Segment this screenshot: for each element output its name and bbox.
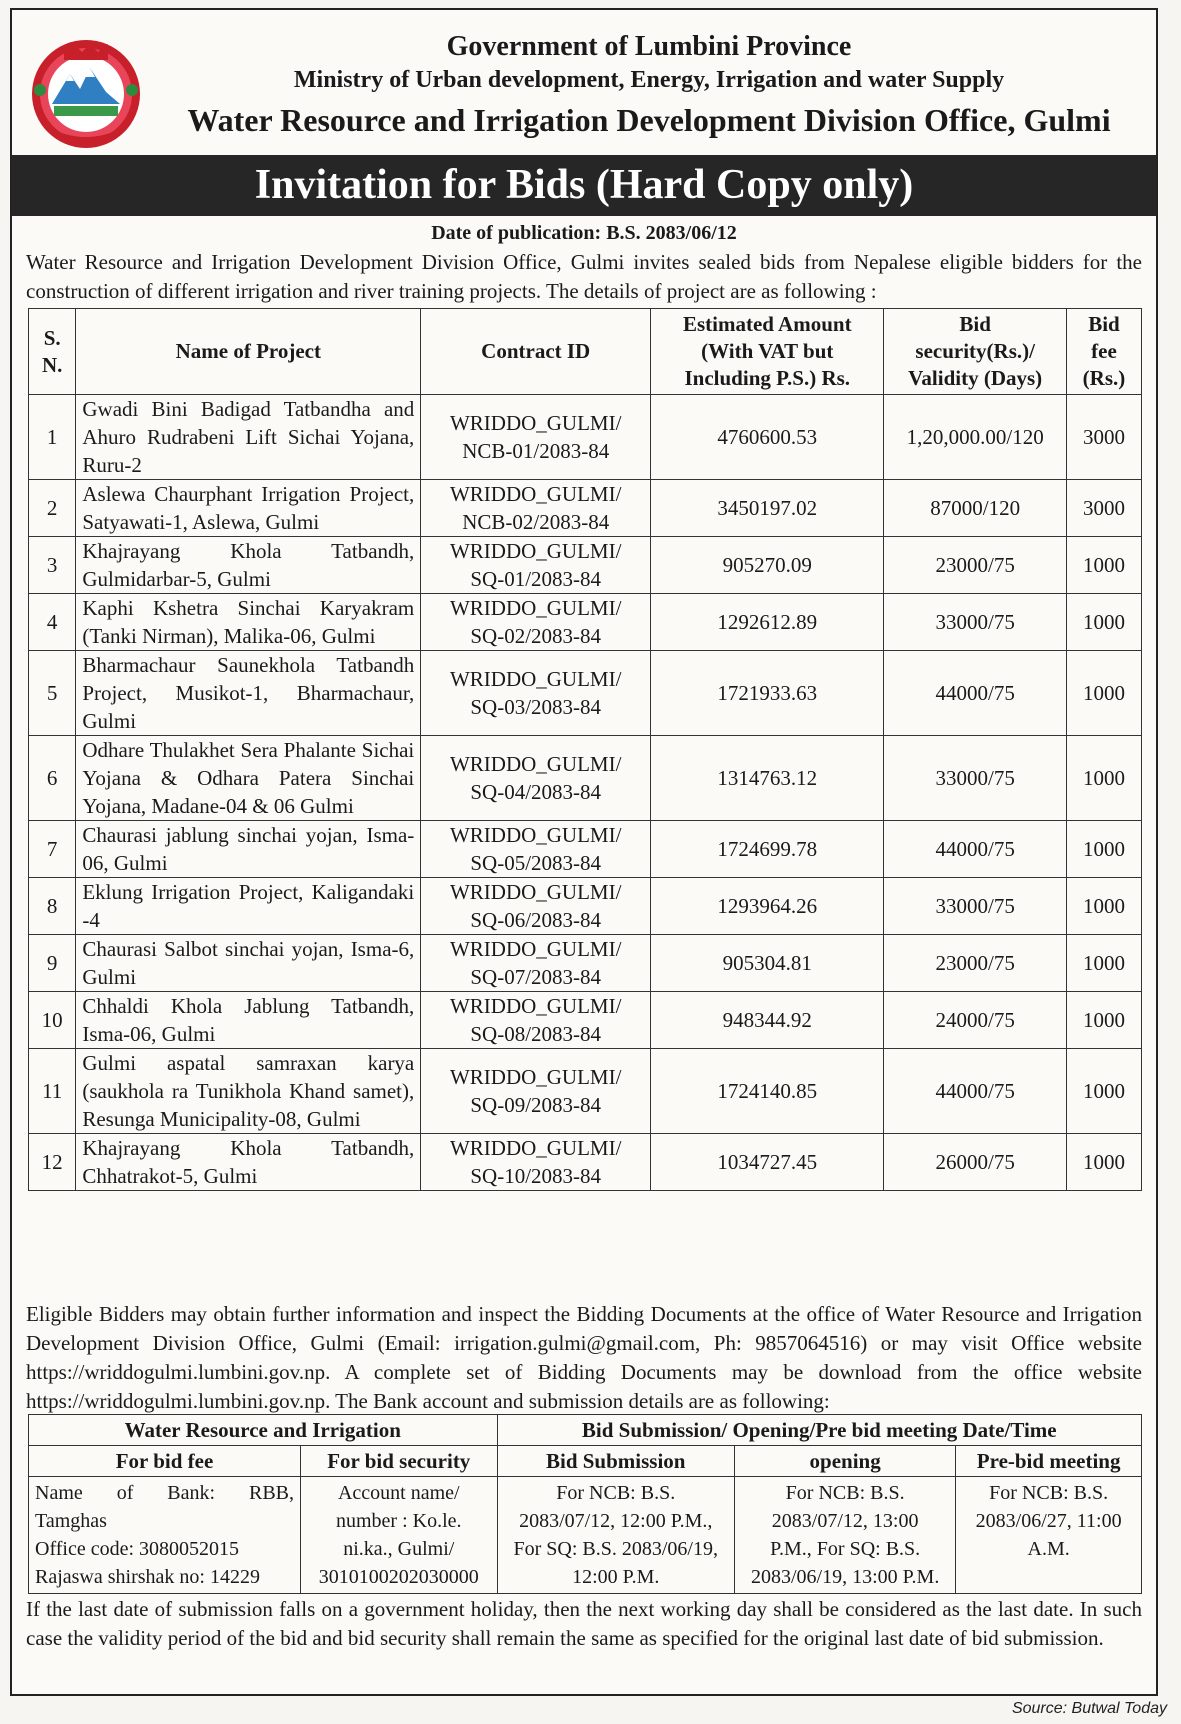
row-project-name: Bharmachaur Saunekhola Tatbandh Project, Musikot-1, Bharmachaur, Gulmi	[76, 651, 421, 736]
pre-bid-line: For NCB: B.S.	[989, 1482, 1109, 1504]
contract-id-line: SQ-03/2083-84	[470, 695, 602, 719]
row-estimated-amount: 4760600.53	[651, 395, 884, 480]
row-contract-id	[421, 878, 651, 935]
header-contract-id: Contract ID	[421, 309, 651, 395]
row-bid-security: 33000/75	[884, 878, 1066, 935]
row-project-name: Gwadi Bini Badigad Tatbandha and Ahuro Rudrabeni Lift Sichai Yojana, Ruru-2	[76, 395, 421, 480]
header-sn-line: N.	[41, 352, 63, 377]
government-title: Government of Lumbini Province	[446, 31, 852, 62]
submission-line: 12:00 P.M.	[572, 1566, 660, 1588]
row-contract-id	[421, 736, 651, 821]
contract-id-line: WRIDDO_GULMI/	[449, 823, 622, 847]
row-bid-fee: 1000	[1066, 1134, 1141, 1191]
col-pre-bid: Pre-bid meeting	[956, 1446, 1142, 1477]
table-row	[29, 1049, 1142, 1134]
row-project-name: Chaurasi Salbot sinchai yojan, Isma-6, Gulmi	[76, 935, 421, 992]
row-project-name: Kaphi Kshetra Sinchai Karyakram (Tanki Nirman), Malika-06, Gulmi	[76, 594, 421, 651]
row-sn: 7	[29, 821, 76, 878]
row-contract-id	[421, 537, 651, 594]
row-project-name: Odhare Thulakhet Sera Phalante Sichai Yojana & Odhara Patera Sinchai Yojana, Madane-04 & 06 Gulmi	[76, 736, 421, 821]
row-sn: 8	[29, 878, 76, 935]
row-estimated-amount: 1724140.85	[651, 1049, 884, 1134]
opening-line: P.M., For SQ: B.S.	[770, 1538, 921, 1560]
ministry-title: Ministry of Urban development, Energy, Irrigation and water Supply	[293, 67, 1005, 93]
header-name: Name of Project	[76, 309, 421, 395]
row-bid-security: 23000/75	[884, 935, 1066, 992]
row-estimated-amount: 1314763.12	[651, 736, 884, 821]
bid-submission-dates	[497, 1477, 734, 1594]
col-opening: opening	[734, 1446, 955, 1477]
row-contract-id	[421, 395, 651, 480]
row-sn: 12	[29, 1134, 76, 1191]
row-project-name: Aslewa Chaurphant Irrigation Project, Satyawati-1, Aslewa, Gulmi	[76, 480, 421, 537]
row-sn: 11	[29, 1049, 76, 1134]
table-row	[29, 537, 1142, 594]
source-credit: Source: Butwal Today	[1011, 1700, 1167, 1717]
row-bid-fee: 1000	[1066, 878, 1141, 935]
publication-date: Date of publication: B.S. 2083/06/12	[431, 222, 737, 244]
row-contract-id	[421, 651, 651, 736]
row-bid-fee: 1000	[1066, 992, 1141, 1049]
row-bid-security: 44000/75	[884, 821, 1066, 878]
opening-line: 2083/06/19, 13:00 P.M.	[750, 1566, 940, 1588]
table-row	[29, 736, 1142, 821]
contract-id-line: WRIDDO_GULMI/	[449, 752, 622, 776]
bid-fee-line: Office code: 3080052015	[35, 1538, 240, 1560]
row-bid-fee: 3000	[1066, 395, 1141, 480]
row-estimated-amount: 1724699.78	[651, 821, 884, 878]
row-project-name: Khajrayang Khola Tatbandh, Chhatrakot-5, Gulmi	[76, 1134, 421, 1191]
row-bid-security: 23000/75	[884, 537, 1066, 594]
row-sn: 10	[29, 992, 76, 1049]
projects-table	[28, 308, 1142, 1191]
table-row	[29, 992, 1142, 1049]
table-row	[29, 594, 1142, 651]
row-bid-security: 1,20,000.00/120	[884, 395, 1066, 480]
submission-line: For SQ: B.S. 2083/06/19,	[513, 1538, 718, 1560]
row-sn: 3	[29, 537, 76, 594]
row-sn: 9	[29, 935, 76, 992]
row-estimated-amount: 948344.92	[651, 992, 884, 1049]
row-project-name: Gulmi aspatal samraxan karya (saukhola ra Tunikhola Khand samet), Resunga Municipality-08, Gulmi	[76, 1049, 421, 1134]
row-estimated-amount: 1034727.45	[651, 1134, 884, 1191]
contract-id-line: WRIDDO_GULMI/	[449, 1065, 622, 1089]
contract-id-line: WRIDDO_GULMI/	[449, 994, 622, 1018]
header-amount-line: Including P.S.) Rs.	[684, 366, 851, 390]
row-project-name: Chhaldi Khola Jablung Tatbandh, Isma-06, Gulmi	[76, 992, 421, 1049]
contract-id-line: SQ-06/2083-84	[470, 908, 602, 932]
bid-fee-account	[29, 1477, 301, 1594]
row-bid-fee: 1000	[1066, 1049, 1141, 1134]
contract-id-line: SQ-02/2083-84	[470, 624, 602, 648]
contract-id-line: NCB-02/2083-84	[462, 510, 610, 534]
bid-security-line: ni.ka., Gulmi/	[343, 1538, 455, 1560]
col-bid-fee: For bid fee	[29, 1446, 301, 1477]
row-project-name: Eklung Irrigation Project, Kaligandaki -4	[76, 878, 421, 935]
row-bid-fee: 1000	[1066, 736, 1141, 821]
row-estimated-amount: 905304.81	[651, 935, 884, 992]
header-amount-line: Estimated Amount	[682, 312, 852, 336]
submission-line: 2083/07/12, 12:00 P.M.,	[519, 1510, 713, 1532]
header-security-line: Validity (Days)	[908, 366, 1043, 390]
contract-id-line: WRIDDO_GULMI/	[449, 937, 622, 961]
submission-line: For NCB: B.S.	[556, 1482, 676, 1504]
row-contract-id	[421, 480, 651, 537]
pre-bid-line: 2083/06/27, 11:00	[975, 1510, 1122, 1532]
bid-fee-line: Rajaswa shirshak no: 14229	[35, 1566, 260, 1588]
pre-bid-line: A.M.	[1027, 1538, 1070, 1560]
table-row	[29, 1134, 1142, 1191]
row-bid-fee: 1000	[1066, 651, 1141, 736]
row-estimated-amount: 1293964.26	[651, 878, 884, 935]
header-fee-line: fee	[1091, 339, 1117, 363]
header-sn	[29, 309, 76, 395]
row-bid-security: 44000/75	[884, 651, 1066, 736]
row-contract-id	[421, 821, 651, 878]
table-row	[29, 480, 1142, 537]
contract-id-line: SQ-05/2083-84	[470, 851, 602, 875]
bid-security-line: Account name/	[337, 1482, 460, 1504]
opening-dates	[734, 1477, 955, 1594]
bid-security-line: 3010100202030000	[318, 1566, 479, 1588]
group-water-resource: Water Resource and Irrigation	[29, 1415, 498, 1446]
contract-id-line: WRIDDO_GULMI/	[449, 667, 622, 691]
contract-id-line: SQ-01/2083-84	[470, 567, 602, 591]
table-row	[29, 878, 1142, 935]
contract-id-line: SQ-07/2083-84	[470, 965, 602, 989]
pre-bid-dates	[956, 1477, 1142, 1594]
contract-id-line: WRIDDO_GULMI/	[449, 1136, 622, 1160]
contract-id-line: SQ-10/2083-84	[470, 1164, 602, 1188]
header-amount	[651, 309, 884, 395]
bid-security-account	[301, 1477, 497, 1594]
contract-id-line: SQ-04/2083-84	[470, 780, 602, 804]
row-bid-fee: 3000	[1066, 480, 1141, 537]
bid-fee-line: Tamghas	[35, 1510, 107, 1532]
row-bid-security: 44000/75	[884, 1049, 1066, 1134]
col-bid-submission: Bid Submission	[497, 1446, 734, 1477]
row-contract-id	[421, 1134, 651, 1191]
row-contract-id	[421, 935, 651, 992]
notice-banner: Invitation for Bids (Hard Copy only)	[12, 155, 1156, 216]
row-bid-security: 33000/75	[884, 594, 1066, 651]
row-contract-id	[421, 992, 651, 1049]
row-project-name: Khajrayang Khola Tatbandh, Gulmidarbar-5, Gulmi	[76, 537, 421, 594]
header-fee	[1066, 309, 1141, 395]
row-sn: 2	[29, 480, 76, 537]
contract-id-line: NCB-01/2083-84	[462, 439, 610, 463]
table-row	[29, 651, 1142, 736]
bid-security-line: number : Ko.le.	[336, 1510, 462, 1532]
header-security	[884, 309, 1066, 395]
row-contract-id	[421, 1049, 651, 1134]
row-estimated-amount: 905270.09	[651, 537, 884, 594]
table-row	[29, 935, 1142, 992]
table-row	[29, 395, 1142, 480]
row-sn: 6	[29, 736, 76, 821]
projects-header-row	[29, 309, 1142, 395]
holiday-note: If the last date of submission falls on a government holiday, then the next working day shall be considered as the last date. In such case the validity period of the bid and bid security shall remain the same as specified for the original last date of bid submission.	[26, 1597, 1142, 1650]
contract-id-line: WRIDDO_GULMI/	[449, 880, 622, 904]
nepal-emblem-icon	[26, 34, 146, 154]
bid-notice	[10, 8, 1158, 1696]
row-project-name: Chaurasi jablung sinchai yojan, Isma-06, Gulmi	[76, 821, 421, 878]
row-sn: 1	[29, 395, 76, 480]
header-fee-line: Bid	[1088, 312, 1120, 336]
col-bid-security: For bid security	[301, 1446, 497, 1477]
bank-details-table	[28, 1414, 1142, 1594]
header-security-line: security(Rs.)/	[915, 339, 1035, 363]
contract-id-line: SQ-09/2083-84	[470, 1093, 602, 1117]
opening-line: 2083/07/12, 13:00	[771, 1510, 919, 1532]
row-sn: 4	[29, 594, 76, 651]
row-estimated-amount: 1292612.89	[651, 594, 884, 651]
bank-group-row	[29, 1415, 1142, 1446]
bidding-documents-info: Eligible Bidders may obtain further information and inspect the Bidding Documents at the office of Water Resource and Irrigation Development Division Office, Gulmi (Email: irrigation.gulmi@gmail.com, Ph: 9857064516) or may visit Office website https://wriddogulmi.lumbini.gov.np. A complete set of Bidding Documents may be download from the office website https://wriddogulmi.lumbini.gov.np. The Bank account and submission details are as following:	[26, 1302, 1142, 1413]
row-bid-security: 33000/75	[884, 736, 1066, 821]
bid-fee-line: Name of Bank: RBB,	[35, 1482, 295, 1504]
row-estimated-amount: 1721933.63	[651, 651, 884, 736]
header-fee-line: (Rs.)	[1082, 366, 1126, 390]
contract-id-line: WRIDDO_GULMI/	[449, 596, 622, 620]
row-bid-fee: 1000	[1066, 594, 1141, 651]
bank-header-row	[29, 1446, 1142, 1477]
contract-id-line: WRIDDO_GULMI/	[449, 539, 622, 563]
intro-paragraph: Water Resource and Irrigation Development Division Office, Gulmi invites sealed bids from Nepalese eligible bidders for the construction of different irrigation and river training projects. The details of project are as following :	[26, 250, 1142, 303]
row-bid-security: 26000/75	[884, 1134, 1066, 1191]
row-bid-fee: 1000	[1066, 821, 1141, 878]
row-bid-security: 87000/120	[884, 480, 1066, 537]
office-title: Water Resource and Irrigation Development Division Office, Gulmi	[187, 102, 1111, 138]
contract-id-line: SQ-08/2083-84	[470, 1022, 602, 1046]
table-row	[29, 821, 1142, 878]
header-sn-line: S.	[43, 325, 61, 350]
group-bid-dates: Bid Submission/ Opening/Pre bid meeting Date/Time	[497, 1415, 1142, 1446]
contract-id-line: WRIDDO_GULMI/	[449, 411, 622, 435]
row-estimated-amount: 3450197.02	[651, 480, 884, 537]
header	[12, 10, 1156, 155]
header-amount-line: (With VAT but	[701, 339, 834, 363]
row-contract-id	[421, 594, 651, 651]
row-sn: 5	[29, 651, 76, 736]
row-bid-fee: 1000	[1066, 935, 1141, 992]
contract-id-line: WRIDDO_GULMI/	[449, 482, 622, 506]
bank-values-row	[29, 1477, 1142, 1594]
header-security-line: Bid	[959, 312, 991, 336]
opening-line: For NCB: B.S.	[785, 1482, 905, 1504]
row-bid-fee: 1000	[1066, 537, 1141, 594]
row-bid-security: 24000/75	[884, 992, 1066, 1049]
